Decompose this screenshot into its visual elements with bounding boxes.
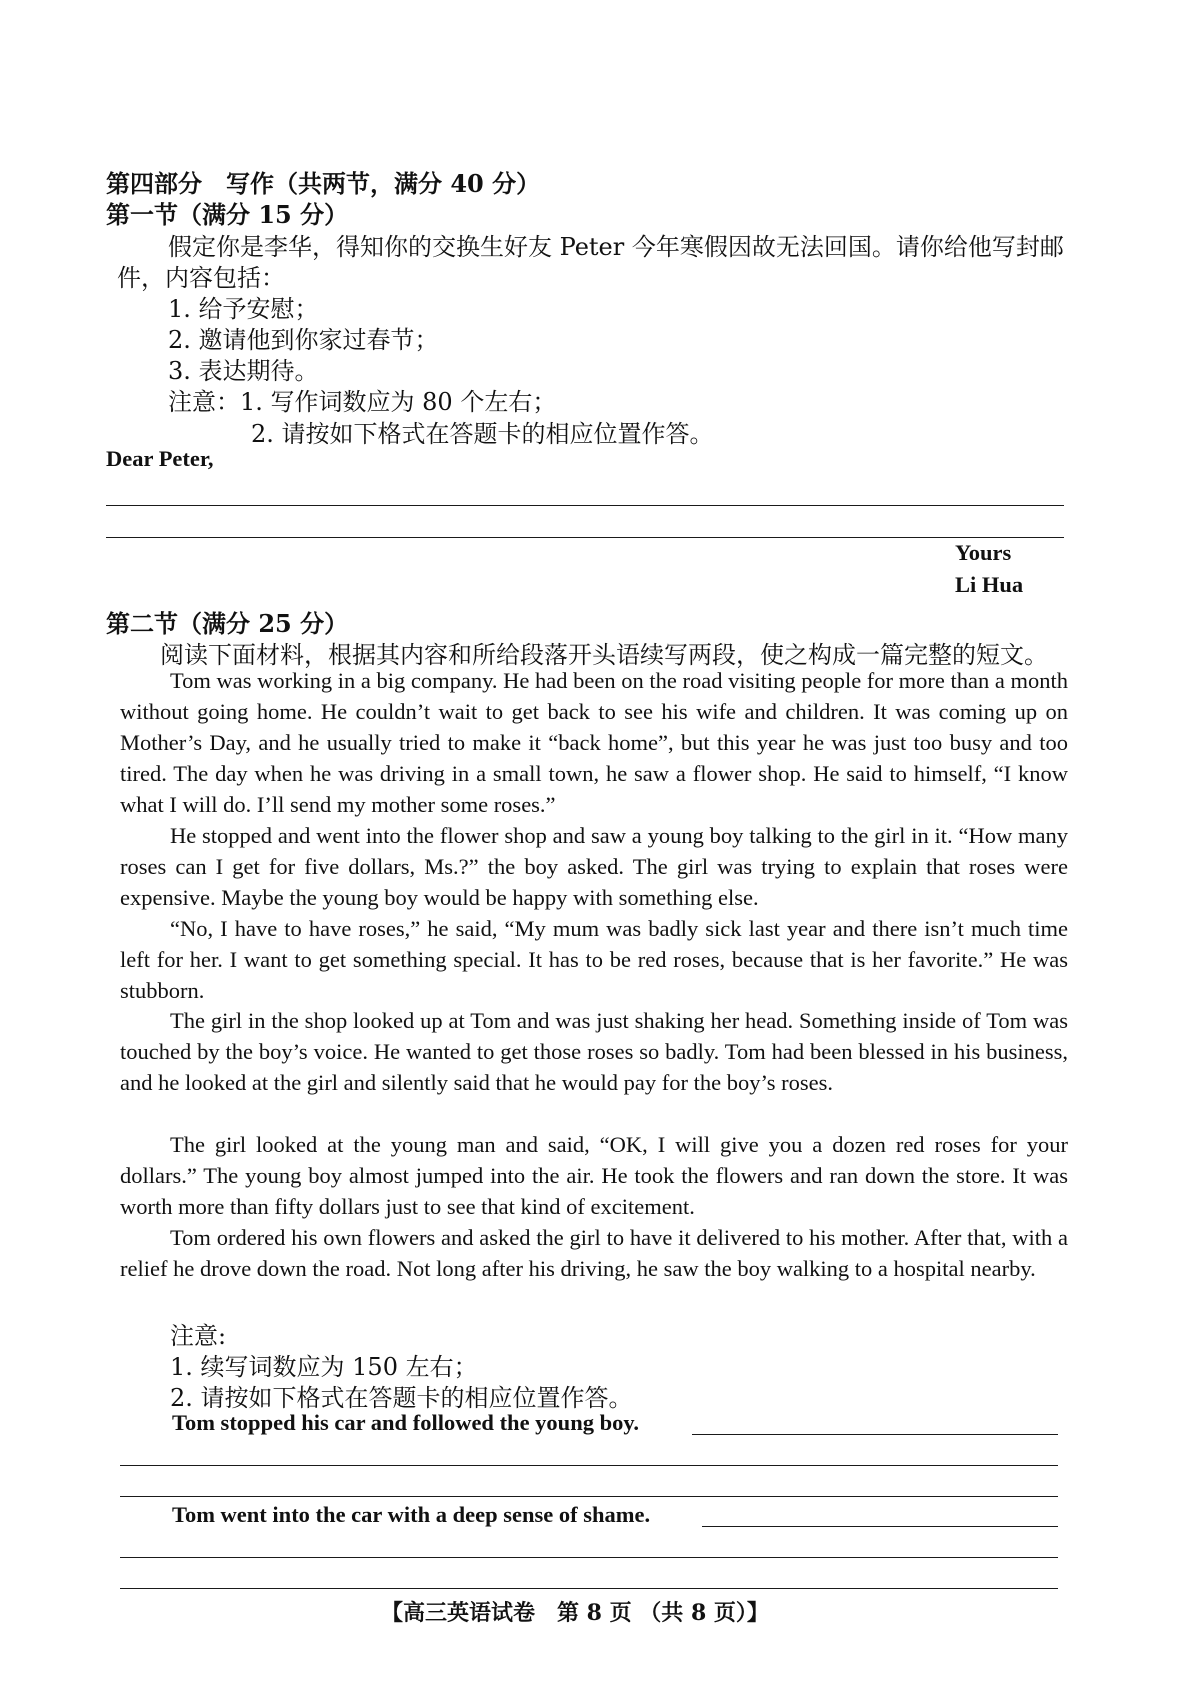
part-heading: 第四部分 写作（共两节，满分 40 分） (106, 169, 541, 198)
story-paragraph: Tom was working in a big company. He had been on the road visiting people for more than a month without going home. He couldn’t wait to get back to see his wife and children. It was coming up on Mother’s Day, and he usually tried to make it “back home”, but this year he was just too busy and too tired. The day when he was driving in a small town, he saw a flower shop. He said to himself, “I know what I will do. I’ll send my mother some roses.” (120, 668, 1069, 817)
continuation-starter-1: Tom stopped his car and followed the young boy. (172, 1410, 639, 1435)
writing-line (120, 1557, 1058, 1558)
section-two-note-item: 2. 请按如下格式在答题卡的相应位置作答。 (170, 1384, 633, 1412)
writing-line (692, 1434, 1058, 1435)
section-two-instruction: 阅读下面材料，根据其内容和所给段落开头语续写两段，使之构成一篇完整的短文。 (160, 641, 1048, 669)
writing-line (106, 505, 1064, 506)
requirement-item: 3. 表达期待。 (168, 357, 319, 385)
note-line-1: 注意：1. 写作词数应为 80 个左右； (168, 388, 557, 416)
writing-line (120, 1588, 1058, 1589)
writing-line (106, 537, 1064, 538)
section-two-heading: 第二节（满分 25 分） (106, 609, 349, 638)
story-paragraph: The girl looked at the young man and said, “OK, I will give you a dozen red roses for your dollars.” The young boy almost jumped into the air. He took the flowers and ran down the store. It was worth more than fifty dollars just to see that kind of excitement. (120, 1132, 1068, 1219)
requirement-item: 1. 给予安慰； (168, 295, 319, 323)
note-line-2: 2. 请按如下格式在答题卡的相应位置作答。 (251, 420, 714, 448)
writing-line (120, 1496, 1058, 1497)
story-paragraph: “No, I have to have roses,” he said, “My mum was badly sick last year and there isn’t much time left for her. I want to get something special. It has to be red roses, because that is her favorite.” He was stubborn. (120, 916, 1068, 1003)
section-two-note-label: 注意: (170, 1322, 227, 1350)
requirement-item: 2. 邀请他到你家过春节； (168, 326, 439, 354)
page-footer: 【高三英语试卷 第 8 页 （共 8 页）】 (381, 1600, 769, 1626)
letter-closing: Yours (955, 540, 1012, 565)
letter-signature: Li Hua (955, 572, 1024, 597)
letter-salutation: Dear Peter, (106, 446, 214, 471)
story-paragraph: Tom ordered his own flowers and asked the girl to have it delivered to his mother. After that, with a relief he drove down the road. Not long after his driving, he saw the boy walking to a hospital nearby. (120, 1225, 1068, 1281)
story-paragraph: He stopped and went into the flower shop and saw a young boy talking to the girl in it. “How many roses can I get for five dollars, Ms.?” the boy asked. The girl was trying to explain that roses were expensive. Maybe the young boy would be happy with something else. (120, 823, 1068, 910)
writing-line (120, 1465, 1058, 1466)
section-two-note-item: 1. 续写词数应为 150 左右； (170, 1353, 478, 1381)
story-paragraph: The girl in the shop looked up at Tom and was just shaking her head. Something inside of Tom was touched by the boy’s voice. He wanted to get those roses so badly. Tom had been blessed in his business, and he looked at the girl and silently said that he would pay for the boy’s roses. (120, 1008, 1068, 1095)
section-one-prompt-line-2: 件，内容包括： (117, 264, 285, 292)
continuation-starter-2: Tom went into the car with a deep sense of shame. (172, 1502, 651, 1527)
section-one-prompt-line-1: 假定你是李华，得知你的交换生好友 Peter 今年寒假因故无法回国。请你给他写封邮 (168, 233, 1064, 261)
section-one-heading: 第一节（满分 15 分） (106, 200, 349, 229)
writing-line (702, 1526, 1058, 1527)
